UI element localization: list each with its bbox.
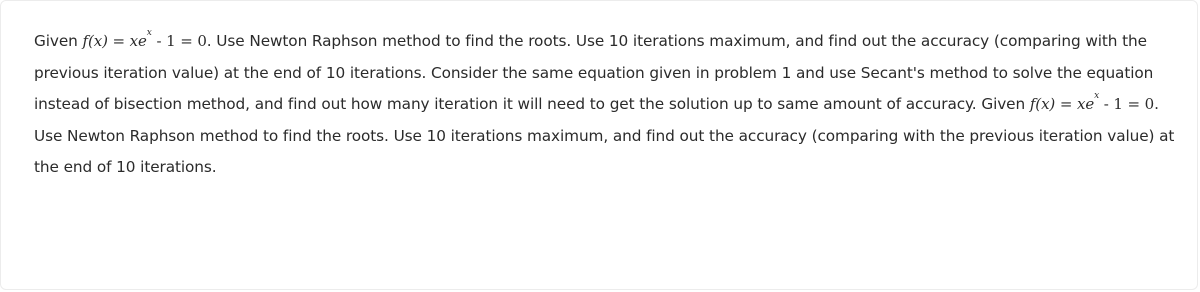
- equation-2-rhs: - 1 = 0: [1099, 95, 1155, 113]
- equation-1: f(x) = xex - 1 = 0: [82, 28, 207, 50]
- problem-text-part-1: . Use Newton Raphson method to find the roots. Use 10 iterations maximum, and find out the accuracy (comparing with the previous iteration value) at the end of 10 iterations. Consider the same equation given in problem 1 and use Secant's method to solve the equation instead of bisection method, and find out how many iteration it will need to get the solution up to same amount of accuracy. Given: [34, 32, 1154, 113]
- equation-1-lhs: f(x) = xe: [82, 32, 147, 50]
- equation-2-lhs: f(x) = xe: [1029, 95, 1095, 113]
- equation-1-rhs: - 1 = 0: [151, 32, 207, 50]
- given-label-1: Given: [34, 32, 78, 50]
- problem-text-part-2: . Use Newton Raphson method to find the roots. Use 10 iterations maximum, and find out the accuracy (comparing with the previous iteration value) at the end of 10 iterations.: [34, 95, 1175, 176]
- equation-2: f(x) = xex - 1 = 0: [1029, 91, 1155, 113]
- problem-text: [34, 26, 1184, 184]
